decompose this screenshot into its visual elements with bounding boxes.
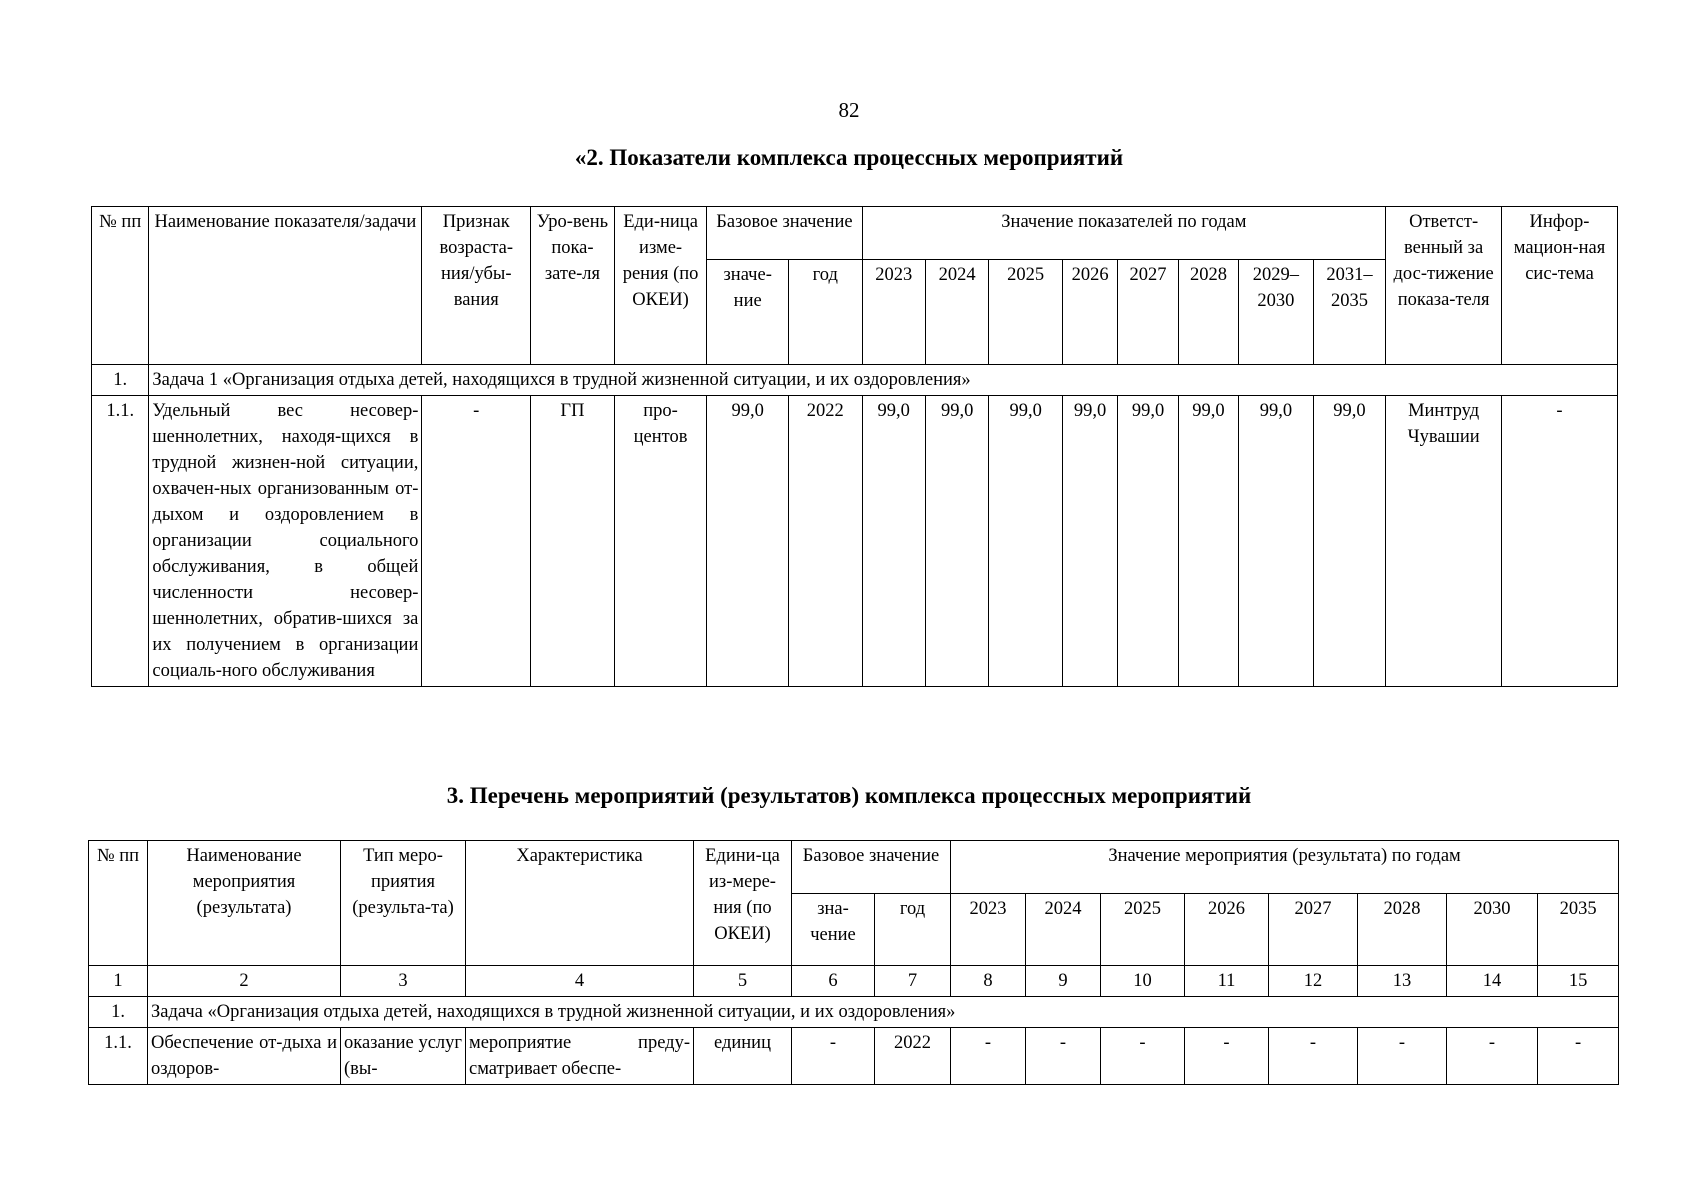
header-year: 2025	[1101, 894, 1185, 966]
row-unit: про-центов	[614, 396, 707, 687]
table-row	[89, 1028, 1619, 1085]
header-year: 2027	[1269, 894, 1358, 966]
row-name: Обеспечение от-дыха и оздоров-	[148, 1028, 341, 1085]
row-num: 1.1.	[92, 396, 149, 687]
col-number: 3	[341, 966, 466, 997]
row-level: ГП	[531, 396, 615, 687]
header-unit: Еди-ница изме-рения (по ОКЕИ)	[614, 207, 707, 365]
header-sign: Признак возраста-ния/убы-вания	[422, 207, 531, 365]
column-numbers-row	[89, 966, 1619, 997]
header-base: Базовое значение	[792, 841, 951, 894]
header-base: Базовое значение	[707, 207, 862, 260]
header-base-value: зна-чение	[792, 894, 875, 966]
task-num: 1.	[89, 997, 148, 1028]
col-number: 8	[951, 966, 1026, 997]
row-value: -	[1447, 1028, 1538, 1085]
col-number: 11	[1185, 966, 1269, 997]
row-value: 99,0	[1239, 396, 1314, 687]
header-base-value: значе-ние	[707, 260, 789, 365]
activities-table	[88, 840, 1619, 1085]
header-years-group: Значение мероприятия (результата) по годам	[951, 841, 1619, 894]
col-number: 1	[89, 966, 148, 997]
row-unit: единиц	[694, 1028, 792, 1085]
header-num: № пп	[92, 207, 149, 365]
header-year: 2024	[1026, 894, 1101, 966]
section2-title: «2. Показатели комплекса процессных мероприятий	[574, 145, 1124, 170]
col-number: 12	[1269, 966, 1358, 997]
table-row	[92, 396, 1618, 687]
header-year: 2026	[1185, 894, 1269, 966]
task-row	[89, 997, 1619, 1028]
row-name: Удельный вес несовер-шеннолетних, находя-щихся в трудной жизнен-ной ситуации, охвачен-ных организованным от-дыхом и оздоровлением в организации социального обслуживания, в общей численности несовер-шеннолетних, обратив-шихся за их получением в организации социаль-ного обслуживания	[149, 396, 422, 687]
row-info-system: -	[1502, 396, 1618, 687]
page-number: 82	[838, 98, 860, 122]
section3-title: 3. Перечень мероприятий (результатов) комплекса процессных мероприятий	[446, 783, 1252, 808]
col-number: 6	[792, 966, 875, 997]
header-year: 2025	[989, 260, 1063, 365]
header-base-year: год	[875, 894, 951, 966]
row-value: -	[1269, 1028, 1358, 1085]
row-value: 99,0	[1062, 396, 1117, 687]
header-year: 2023	[862, 260, 925, 365]
col-number: 4	[466, 966, 694, 997]
row-base-year: 2022	[875, 1028, 951, 1085]
col-number: 10	[1101, 966, 1185, 997]
header-row	[92, 207, 1618, 260]
row-responsible: Минтруд Чувашии	[1386, 396, 1502, 687]
row-value: 99,0	[1178, 396, 1238, 687]
header-year: 2028	[1358, 894, 1447, 966]
header-year: 2031–2035	[1313, 260, 1386, 365]
task-text: Задача «Организация отдыха детей, находящихся в трудной жизненной ситуации, и их оздоровления»	[148, 997, 1619, 1028]
row-value: -	[951, 1028, 1026, 1085]
row-base-value: 99,0	[707, 396, 789, 687]
row-value: 99,0	[1118, 396, 1178, 687]
header-num: № пп	[89, 841, 148, 966]
col-number: 15	[1538, 966, 1619, 997]
header-year: 2024	[925, 260, 988, 365]
row-sign: -	[422, 396, 531, 687]
col-number: 2	[148, 966, 341, 997]
header-characteristic: Характеристика	[466, 841, 694, 966]
col-number: 7	[875, 966, 951, 997]
header-year: 2028	[1178, 260, 1238, 365]
col-number: 13	[1358, 966, 1447, 997]
header-year: 2023	[951, 894, 1026, 966]
row-value: -	[1185, 1028, 1269, 1085]
row-value: -	[1538, 1028, 1619, 1085]
row-characteristic: мероприятие преду-сматривает обеспе-	[466, 1028, 694, 1085]
task-num: 1.	[92, 365, 149, 396]
row-value: 99,0	[989, 396, 1063, 687]
header-name: Наименование мероприятия (результата)	[148, 841, 341, 966]
row-value: 99,0	[1313, 396, 1386, 687]
indicators-table	[91, 206, 1618, 687]
row-base-year: 2022	[788, 396, 862, 687]
row-value: 99,0	[862, 396, 925, 687]
header-base-year: год	[788, 260, 862, 365]
header-year: 2030	[1447, 894, 1538, 966]
header-name: Наименование показателя/задачи	[149, 207, 422, 365]
task-text: Задача 1 «Организация отдыха детей, находящихся в трудной жизненной ситуации, и их оздоровления»	[149, 365, 1618, 396]
row-value: -	[1358, 1028, 1447, 1085]
col-number: 14	[1447, 966, 1538, 997]
col-number: 5	[694, 966, 792, 997]
header-level: Уро-вень пока-зате-ля	[531, 207, 615, 365]
task-row	[92, 365, 1618, 396]
header-type: Тип меро-приятия (результа-та)	[341, 841, 466, 966]
row-type: оказание услуг (вы-	[341, 1028, 466, 1085]
row-value: 99,0	[925, 396, 988, 687]
row-value: -	[1026, 1028, 1101, 1085]
header-year: 2035	[1538, 894, 1619, 966]
header-info-system: Инфор-мацион-ная сис-тема	[1502, 207, 1618, 365]
row-value: -	[1101, 1028, 1185, 1085]
header-year: 2026	[1062, 260, 1117, 365]
col-number: 9	[1026, 966, 1101, 997]
header-unit: Едини-ца из-мере-ния (по ОКЕИ)	[694, 841, 792, 966]
row-num: 1.1.	[89, 1028, 148, 1085]
header-years-group: Значение показателей по годам	[862, 207, 1386, 260]
header-year: 2029–2030	[1239, 260, 1314, 365]
row-base-value: -	[792, 1028, 875, 1085]
header-responsible: Ответст-венный за дос-тижение показа-теля	[1386, 207, 1502, 365]
header-row	[89, 841, 1619, 894]
header-year: 2027	[1118, 260, 1178, 365]
